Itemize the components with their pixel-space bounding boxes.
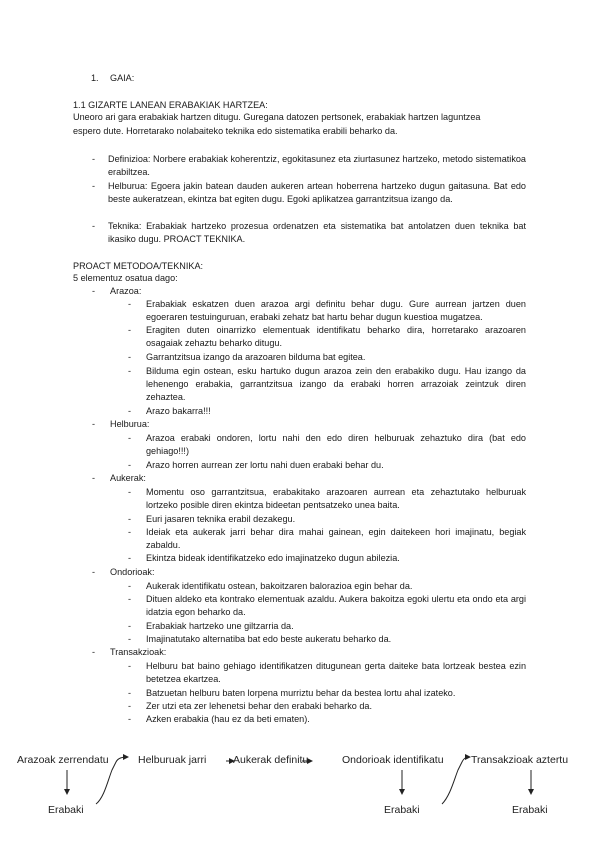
bullet-marker: - — [92, 221, 96, 231]
aukerak-item: Ideiak eta aukerak jarri behar dira mahai gainean, egin daitekeen hori imajinatu, begiak zabaldu. — [146, 527, 526, 550]
group-marker: - — [92, 419, 96, 429]
group-marker: - — [92, 286, 96, 296]
proact-heading: PROACT METODOA/TEKNIKA: — [73, 261, 204, 271]
bullet-marker: - — [92, 181, 96, 191]
ondorioak-item: Aukerak identifikatu ostean, bakoitzaren balorazioa egin behar da. — [146, 581, 413, 591]
group-label-aukerak: Aukerak: — [110, 473, 146, 483]
item-marker: - — [128, 688, 132, 698]
group-label-transakzioak: Transakzioak: — [110, 647, 167, 657]
item-marker: - — [128, 581, 132, 591]
transakzioak-item: Zer utzi eta zer lehenetsi behar den erabaki beharko da. — [146, 701, 372, 711]
item-marker: - — [128, 594, 132, 604]
group-marker: - — [92, 567, 96, 577]
transakzioak-item: Azken erabakia (hau ez da beti ematen). — [146, 714, 310, 724]
flow-output-erabaki: Erabaki — [48, 804, 84, 816]
aukerak-item: Euri jasaren teknika erabil dezakegu. — [146, 514, 296, 524]
arazoa-item: Arazo bakarra!!! — [146, 406, 211, 416]
item-marker: - — [128, 634, 132, 644]
flow-output-erabaki: Erabaki — [512, 804, 548, 816]
ondorioak-item: Imajinatutako alternatiba bat edo beste aukeratu beharko da. — [146, 634, 392, 644]
item-marker: - — [128, 366, 132, 376]
technique-item: Teknika: Erabakiak hartzeko prozesua ordenatzen eta sistematika bat antolatzen duen teknika bat ikasiko dugu. PROACT TEKNIKA. — [108, 221, 526, 244]
subsection-heading: 1.1 GIZARTE LANEAN ERABAKIAK HARTZEA: — [73, 100, 268, 110]
flow-step-transakzioak: Transakzioak aztertu — [471, 754, 569, 766]
item-marker: - — [128, 553, 132, 563]
bullet-marker: - — [92, 154, 96, 164]
item-marker: - — [128, 406, 132, 416]
group-marker: - — [92, 647, 96, 657]
transakzioak-item: Batzuetan helburu baten lorpena murriztu behar da bestea lortu ahal izateko. — [146, 688, 456, 698]
item-marker: - — [128, 527, 132, 537]
item-marker: - — [128, 714, 132, 724]
aukerak-item: Ekintza bideak identifikatzeko edo imajinatzeko dugun abilezia. — [146, 553, 400, 563]
item-marker: - — [128, 433, 132, 443]
item-marker: - — [128, 352, 132, 362]
helburua-item: Arazoa erabaki ondoren, lortu nahi den edo diren helburuak zehaztuko dira (bat edo gehiago!!!) — [146, 433, 526, 456]
definition-item: Definizioa: Norbere erabakiak koherentziz, egokitasunez eta ziurtasunez hartzeko, metodo sistematikoa erabiltzea. — [108, 154, 526, 177]
arazoa-item: Garrantzitsua izango da arazoaren bilduma bat egitea. — [146, 352, 366, 362]
group-label-ondorioak: Ondorioak: — [110, 567, 155, 577]
intro-line-2: espero dute. Horretarako nolabaiteko teknika edo sistematika erabili beharko da. — [73, 126, 398, 136]
item-marker: - — [128, 299, 132, 309]
item-marker: - — [128, 325, 132, 335]
item-marker: - — [128, 460, 132, 470]
goal-item: Helburua: Egoera jakin batean dauden aukeren artean hoberrena hartzeko dugun gaitasuna. Bat edo beste aukeratzean, ekintza bat egiten dugu. Egoki aplikatzea garrantzitsua izango da. — [108, 181, 526, 204]
item-marker: - — [128, 701, 132, 711]
item-marker: - — [128, 514, 132, 524]
item-marker: - — [128, 487, 132, 497]
item-marker: - — [128, 661, 132, 671]
flow-output-erabaki: Erabaki — [384, 804, 420, 816]
section-title: GAIA: — [110, 73, 135, 83]
intro-line-1: Uneoro ari gara erabakiak hartzen ditugu. Guregana datozen pertsonek, erabakiak hartzen laguntzea — [73, 112, 481, 122]
flow-curve-arrow — [442, 757, 470, 804]
aukerak-item: Momentu oso garrantzitsua, erabakitako arazoaren aurrean eta zehaztutako helburuak lortzeko posible diren ekintza bideetan pentsatzeko unea baita. — [146, 487, 526, 510]
arazoa-item: Eragiten duten oinarrizko elementuak identifikatu beharko dira, horretarako arazoaren osagaiak zehaztu beharko ditugu. — [146, 325, 526, 348]
proact-subheading: 5 elementuz osatua dago: — [73, 273, 178, 283]
section-number: 1. — [91, 73, 99, 83]
ondorioak-item: Dituen aldeko eta kontrako elementuak azaldu. Aukera bakoitza egoki ulertu eta ondo eta argi idatzia egon beharko da. — [146, 594, 526, 617]
flow-step-aukerak: Aukerak definitu — [233, 754, 309, 766]
flow-step-ondorioak: Ondorioak identifikatu — [342, 754, 444, 766]
arazoa-item: Bilduma egin ostean, esku hartuko dugun arazoa zein den erabakiko dugu. Hau izango da lehenengo erabakia, garrantzitsua izango da erabaki horren arrazoiak zeintzuk diren zehaztea. — [146, 366, 526, 402]
flow-step-arazoak: Arazoak zerrendatu — [17, 754, 109, 766]
flow-step-helburuak: Helburuak jarri — [138, 754, 207, 766]
group-label-arazoa: Arazoa: — [110, 286, 142, 296]
item-marker: - — [128, 621, 132, 631]
group-label-helburua: Helburua: — [110, 419, 150, 429]
transakzioak-item: Helburu bat baino gehiago identifikatzen ditugunean gerta daiteke bata lortzeak bestea ezin betetzea ekartzea. — [146, 661, 526, 684]
arazoa-item: Erabakiak eskatzen duen arazoa argi definitu behar dugu. Gure aurrean jartzen duen egoeraren testuinguruan, erabaki zehatz bat hartu behar dugun kuestioa mugatzea. — [146, 299, 526, 322]
helburua-item: Arazo horren aurrean zer lortu nahi duen erabaki behar du. — [146, 460, 384, 470]
group-marker: - — [92, 473, 96, 483]
ondorioak-item: Erabakiak hartzeko une giltzarria da. — [146, 621, 294, 631]
